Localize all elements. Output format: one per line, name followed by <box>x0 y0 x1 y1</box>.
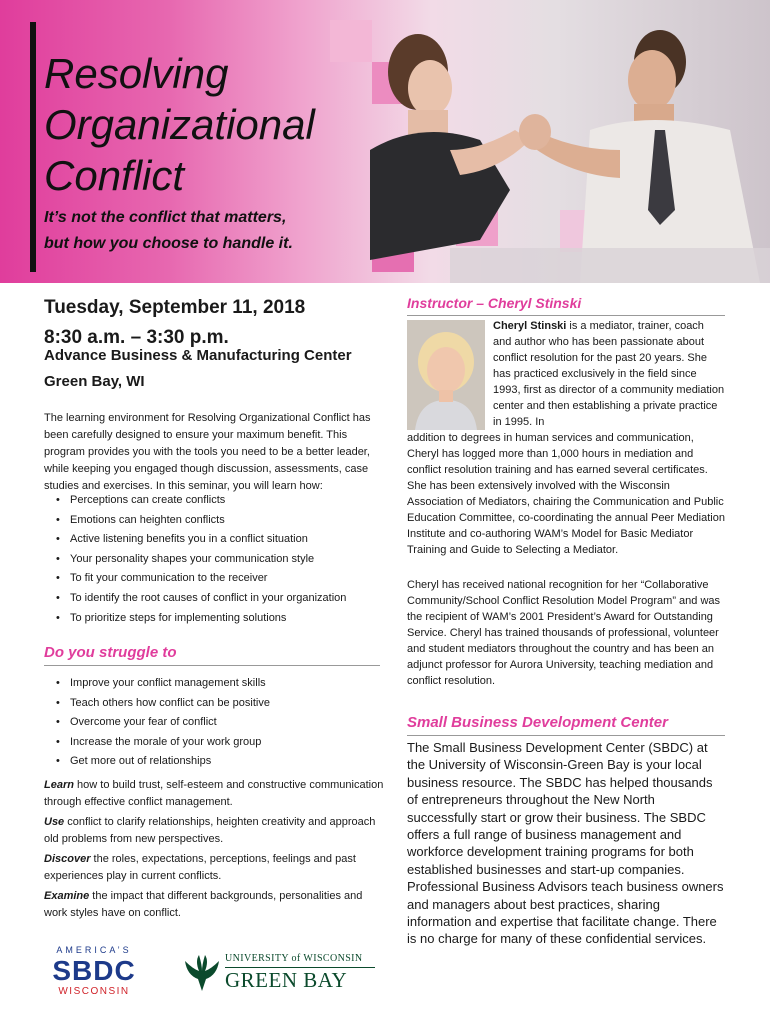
struggle-heading: Do you struggle to <box>44 643 380 666</box>
instructor-recognition: Cheryl has received national recognition for her “Collaborative Community/School Conflict Resolution Model Program” and was the recipient of WAM’s 2001 President’s Award for Outstanding Service. Cheryl has trained thousands of professional, volunteer and student mediators throughout the country and has been an adjunct professor for Aurora University, teaching mediation and conflict resolution. <box>407 579 721 687</box>
hero-subtitle <box>44 205 364 257</box>
list-item: • Increase the morale of your work group <box>56 733 270 753</box>
arm-wrestling-photo <box>330 0 770 283</box>
list-item: • Perceptions can create conflicts <box>56 491 346 511</box>
list-item: • To identify the root causes of conflict in your organization <box>56 589 346 609</box>
sbdc-heading: Small Business Development Center <box>407 713 725 736</box>
instructor-photo <box>407 320 485 430</box>
instructor-bio-text: is a mediator, trainer, coach and author who has been passionate about conflict resolution for the past 20 years. She has practiced exclusively in the field since 1993, first as director of a community mediation center and then establishing a private practice in 1995. In <box>493 320 725 428</box>
learn-paragraph <box>44 777 384 811</box>
paragraph-lead: Discover <box>44 853 91 865</box>
hero-accent-bar <box>30 22 36 272</box>
intro-paragraph: The learning environment for Resolving Organizational Conflict has been carefully designed to ensure your maximum benefit. This program provides you with the tools you need to be a better leader, while keeping you engaged though discussion, assessments, case studies and exercises. In this seminar, you will learn how: <box>44 412 371 492</box>
hero-title-line: Organizational <box>44 101 315 148</box>
hero-subtitle-line: but how you choose to handle it. <box>44 235 293 252</box>
list-item: • Improve your conflict management skills <box>56 674 270 694</box>
learn-list <box>56 491 346 628</box>
sbdc-logo <box>44 944 144 1004</box>
hero-title <box>44 48 374 201</box>
hero-subtitle-line: It’s not the conflict that matters, <box>44 209 287 226</box>
paragraph-text: the roles, expectations, perceptions, feelings and past experiences play in current conflicts. <box>44 853 356 882</box>
paragraph-text: how to build trust, self-esteem and constructive communication through effective conflict management. <box>44 779 384 808</box>
list-item: • To prioritize steps for implementing solutions <box>56 609 346 629</box>
list-item: • Your personality shapes your communication style <box>56 550 346 570</box>
instructor-bio-intro <box>493 318 725 430</box>
list-item: • Overcome your fear of conflict <box>56 713 270 733</box>
event-venue: Advance Business & Manufacturing Center <box>44 347 352 364</box>
event-city: Green Bay, WI <box>44 373 145 390</box>
sbdc-logo-main: SBDC <box>52 955 136 986</box>
hero-title-line: Resolving <box>44 50 229 97</box>
uwgb-logo-top: UNIVERSITY of WISCONSIN <box>225 953 375 968</box>
use-paragraph <box>44 814 384 848</box>
event-time: 8:30 a.m. – 3:30 p.m. <box>44 327 229 348</box>
hero-title-line: Conflict <box>44 152 185 199</box>
instructor-bio-continued: addition to degrees in human services and communication, Cheryl has logged more than 1,000 hours in mediation and conflict resolution training and has earned several certificates. She has been extensively involved with the Wisconsin Association of Mediators, chairing the Communication and Public Education Committee, co-coordinating the annual Peer Mediation Institute and co-authoring WAM’s Model for Basic Mediator Training and Guide to Selecting a Mediator. <box>407 432 725 556</box>
event-date: Tuesday, September 11, 2018 <box>44 297 306 318</box>
paragraph-text: the impact that different backgrounds, personalities and work styles have on conflict. <box>44 890 363 919</box>
instructor-name: Cheryl Stinski <box>493 320 567 332</box>
event-location <box>44 343 352 395</box>
phoenix-icon <box>183 953 221 993</box>
list-item: • Teach others how conflict can be positive <box>56 694 270 714</box>
paragraph-lead: Learn <box>44 779 74 791</box>
instructor-heading: Instructor – Cheryl Stinski <box>407 293 725 316</box>
sbdc-description: The Small Business Development Center (SBDC) at the University of Wisconsin-Green Bay is your local business resource. The SBDC has helped thousands of entrepreneurs throughout the New North successfully start or grow their business. The SBDC offers a full range of business management and workforce development training programs for both established businesses and start-up companies. Professional Business Advisors teach business owners and managers about best practices, sharing information and expertise that facilitate change. There is no charge for many of these confidential services. <box>407 740 724 947</box>
hero-banner <box>0 0 770 283</box>
sbdc-logo-bottom: WISCONSIN <box>58 986 130 997</box>
instructor-portrait <box>407 320 485 430</box>
list-item: • Get more out of relationships <box>56 752 270 772</box>
uwgb-logo <box>183 953 373 993</box>
paragraph-lead: Examine <box>44 890 90 902</box>
discover-paragraph <box>44 851 384 885</box>
sbdc-logo-top: AMERICA’S <box>56 945 132 955</box>
examine-paragraph <box>44 888 384 922</box>
uwgb-logo-main: GREEN BAY <box>225 968 348 992</box>
struggle-list <box>56 674 270 772</box>
paragraph-lead: Use <box>44 816 65 828</box>
list-item: • To fit your communication to the receiver <box>56 569 346 589</box>
list-item: • Active listening benefits you in a conflict situation <box>56 530 346 550</box>
paragraph-text: conflict to clarify relationships, heighten creativity and approach old problems from new perspectives. <box>44 816 376 845</box>
list-item: • Emotions can heighten conflicts <box>56 511 346 531</box>
